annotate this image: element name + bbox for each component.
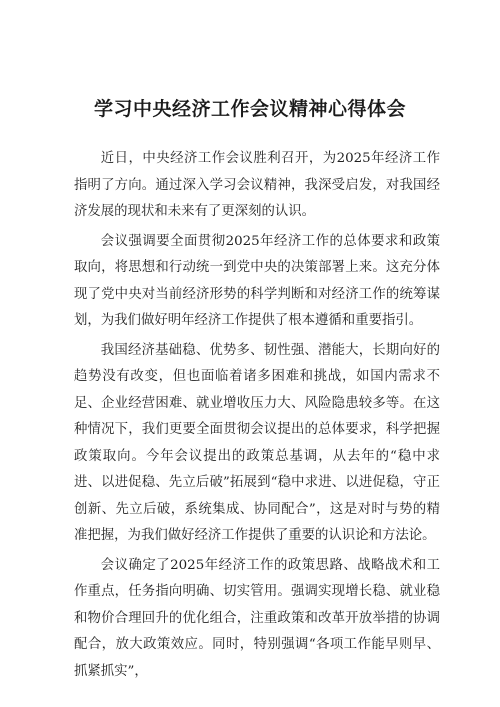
document-body — [74, 146, 440, 688]
paragraph-3: 我国经济基础稳、优势多、韧性强、潜能大，长期向好的趋势没有改变，但也面临着诸多困难和挑战，如国内需求不足、企业经营困难、就业增收压力大、风险隐患较多等。在这种情况下，我们更要全面贯彻会议提出的总体要求，科学把握政策取向。今年会议提出的政策总基调，从去年的“稳中求进、以进促稳、先立后破”拓展到“稳中求进、以进促稳，守正创新、先立后破，系统集成、协同配合”，这是对时与势的精准把握，为我们做好经济工作提供了重要的认识论和方法论。 — [74, 342, 440, 543]
paragraph-1: 近日，中央经济工作会议胜利召开，为2025年经济工作指明了方向。通过深入学习会议精神，我深受启发，对我国经济发展的现状和未来有了更深刻的认识。 — [74, 151, 440, 219]
paragraph-2: 会议强调要全面贯彻2025年经济工作的总体要求和政策取向，将思想和行动统一到党中央的决策部署上来。这充分体现了党中央对当前经济形势的科学判断和对经济工作的统筹谋划，为我们做好明年经济工作提供了根本遵循和重要指引。 — [74, 233, 440, 328]
paragraph-4: 会议确定了2025年经济工作的政策思路、战略战术和工作重点，任务指向明确、切实管用。强调实现增长稳、就业稳和物价合理回升的优化组合，注重政策和改革开放举措的协调配合，放大政策效应。同时，特别强调“各项工作能早则早、抓紧抓实”， — [74, 557, 440, 679]
document-title: 学习中央经济工作会议精神心得体会 — [93, 98, 406, 120]
